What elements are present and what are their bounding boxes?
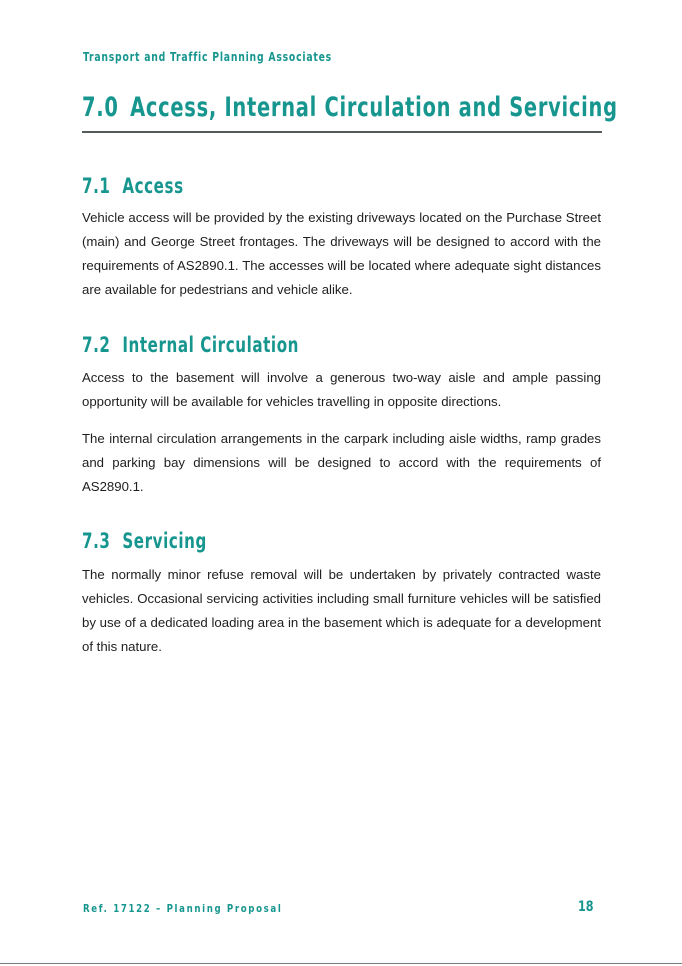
section-number: 7.3 — [82, 529, 111, 553]
section-title: Servicing — [122, 529, 207, 553]
main-heading-number: 7.0 — [82, 92, 119, 123]
company-header: Transport and Traffic Planning Associates — [83, 50, 332, 64]
section-number: 7.2 — [82, 333, 111, 357]
section-number: 7.1 — [82, 174, 111, 198]
section-title: Access — [122, 174, 184, 198]
footer-reference: Ref. 17122 – Planning Proposal — [83, 903, 283, 915]
heading-divider — [82, 131, 602, 133]
main-heading — [82, 92, 618, 123]
page-bottom-edge — [0, 963, 682, 964]
section-heading-internal-circulation — [82, 333, 299, 357]
circulation-paragraph-1: Access to the basement will involve a generous two-way aisle and ample passing opportunity will be available for vehicles travelling in opposite directions. — [82, 370, 601, 409]
section-title: Internal Circulation — [122, 333, 300, 357]
servicing-paragraph: The normally minor refuse removal will be undertaken by privately contracted waste vehicles. Occasional servicing activities including small furniture vehicles will be satisfied by use of a dedicated loading area in the basement which is adequate for a development of this nature. — [82, 567, 601, 654]
section-heading-servicing — [82, 529, 207, 553]
page-number: 18 — [578, 899, 594, 915]
main-heading-title: Access, Internal Circulation and Servicing — [130, 92, 618, 123]
section-heading-access — [82, 174, 184, 198]
access-paragraph: Vehicle access will be provided by the existing driveways located on the Purchase Street (main) and George Street frontages. The driveways will be designed to accord with the requirements of AS2890.1. The accesses will be located where adequate sight distances are available for pedestrians and vehicle alike. — [82, 210, 601, 297]
circulation-paragraph-2: The internal circulation arrangements in the carpark including aisle widths, ramp grades and parking bay dimensions will be designed to accord with the requirements of AS2890.1. — [82, 431, 601, 494]
